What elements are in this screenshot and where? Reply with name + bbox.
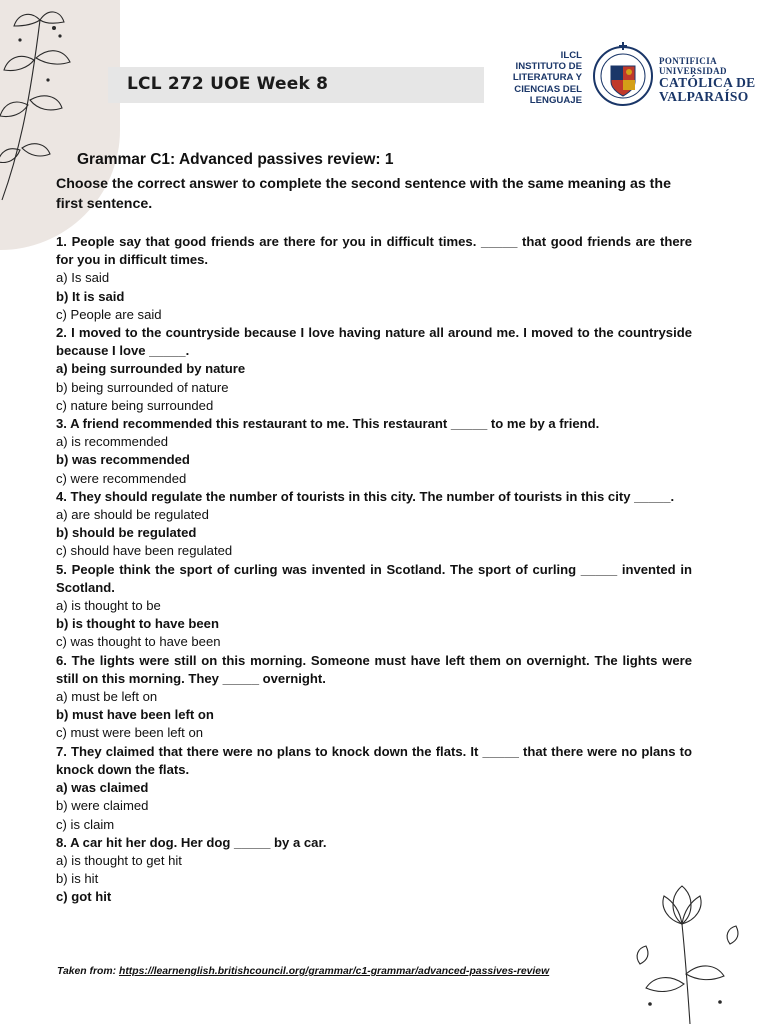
question-list: [56, 233, 692, 907]
source-credit: [57, 966, 549, 977]
ilcl-line: LITERATURA Y: [512, 72, 582, 84]
ilcl-logo-text: [500, 50, 582, 106]
source-label: Taken from:: [57, 966, 119, 977]
answer-option-correct: a) was claimed: [56, 780, 149, 796]
answer-option: b) being surrounded of nature: [56, 379, 229, 395]
answer-option: c) was thought to have been: [56, 634, 221, 650]
exercise-heading: Grammar C1: Advanced passives review: 1: [77, 151, 394, 168]
floral-decoration-icon: [620, 884, 760, 1024]
answer-option-correct: c) got hit: [56, 889, 112, 905]
question-item: [56, 324, 692, 415]
source-link[interactable]: https://learnenglish.britishcouncil.org/grammar/c1-grammar/advanced-passives-review: [118, 966, 550, 977]
answer-option: c) were recommended: [56, 470, 187, 486]
university-seal-icon: [592, 38, 654, 110]
question-text: 3. A friend recommended this restaurant to me. This restaurant _____ to me by a friend.: [56, 416, 600, 432]
question-text: 4. They should regulate the number of tourists in this city. The number of tourists in this city _____.: [56, 488, 675, 504]
ilcl-line: INSTITUTO DE: [515, 61, 582, 73]
puc-line: CATÓLICA DE: [659, 75, 756, 90]
puc-line: UNIVERSIDAD: [659, 66, 727, 76]
ilcl-line: ILCL: [560, 50, 582, 61]
question-text: 5. People think the sport of curling was invented in Scotland. The sport of curling _____ invented in Scotland.: [56, 561, 692, 595]
ilcl-line: CIENCIAS DEL: [514, 83, 582, 95]
question-item: [56, 652, 692, 743]
question-item: [56, 488, 692, 561]
question-item: [56, 415, 692, 488]
answer-option: c) nature being surrounded: [56, 397, 214, 413]
question-text: 1. People say that good friends are there for you in difficult times. _____ that good friends are there for you in difficult times.: [56, 234, 692, 268]
answer-option: a) is thought to be: [56, 598, 161, 614]
course-title: LCL 272 UOE Week 8: [127, 74, 329, 94]
question-item: [56, 561, 692, 652]
question-text: 8. A car hit her dog. Her dog _____ by a car.: [56, 834, 327, 850]
answer-option: c) People are said: [56, 306, 162, 322]
question-text: 6. The lights were still on this morning. Someone must have left them on overnight. The lights were still on this morning. They _____ overnight.: [56, 652, 692, 686]
answer-option-correct: b) It is said: [56, 288, 125, 304]
question-text: 7. They claimed that there were no plans to knock down the flats. It _____ that there were no plans to knock down the flats.: [56, 743, 692, 777]
answer-option: b) were claimed: [56, 798, 149, 814]
question-text: 2. I moved to the countryside because I love having nature all around me. I moved to the countryside because I love _____.: [56, 325, 692, 359]
answer-option: a) is thought to get hit: [56, 852, 182, 868]
university-logo-text: [659, 56, 755, 104]
puc-line: VALPARAÍSO: [659, 89, 749, 104]
answer-option: a) must be left on: [56, 689, 158, 705]
exercise-instruction: Choose the correct answer to complete the second sentence with the same meaning as the first sentence.: [56, 176, 671, 212]
answer-option-correct: b) was recommended: [56, 452, 190, 468]
answer-option: a) Is said: [56, 270, 110, 286]
question-item: [56, 834, 692, 907]
answer-option: a) are should be regulated: [56, 507, 209, 523]
answer-option: c) must were been left on: [56, 725, 204, 741]
question-item: [56, 233, 692, 324]
answer-option: a) is recommended: [56, 434, 169, 450]
answer-option-correct: b) is thought to have been: [56, 616, 219, 632]
question-item: [56, 743, 692, 834]
answer-option-correct: a) being surrounded by nature: [56, 361, 246, 377]
puc-line: PONTIFICIA: [659, 56, 718, 66]
answer-option: b) is hit: [56, 871, 99, 887]
answer-option-correct: b) should be regulated: [56, 525, 197, 541]
ilcl-line: LENGUAJE: [529, 94, 582, 106]
answer-option: c) should have been regulated: [56, 543, 233, 559]
answer-option-correct: b) must have been left on: [56, 707, 214, 723]
answer-option: c) is claim: [56, 816, 115, 832]
